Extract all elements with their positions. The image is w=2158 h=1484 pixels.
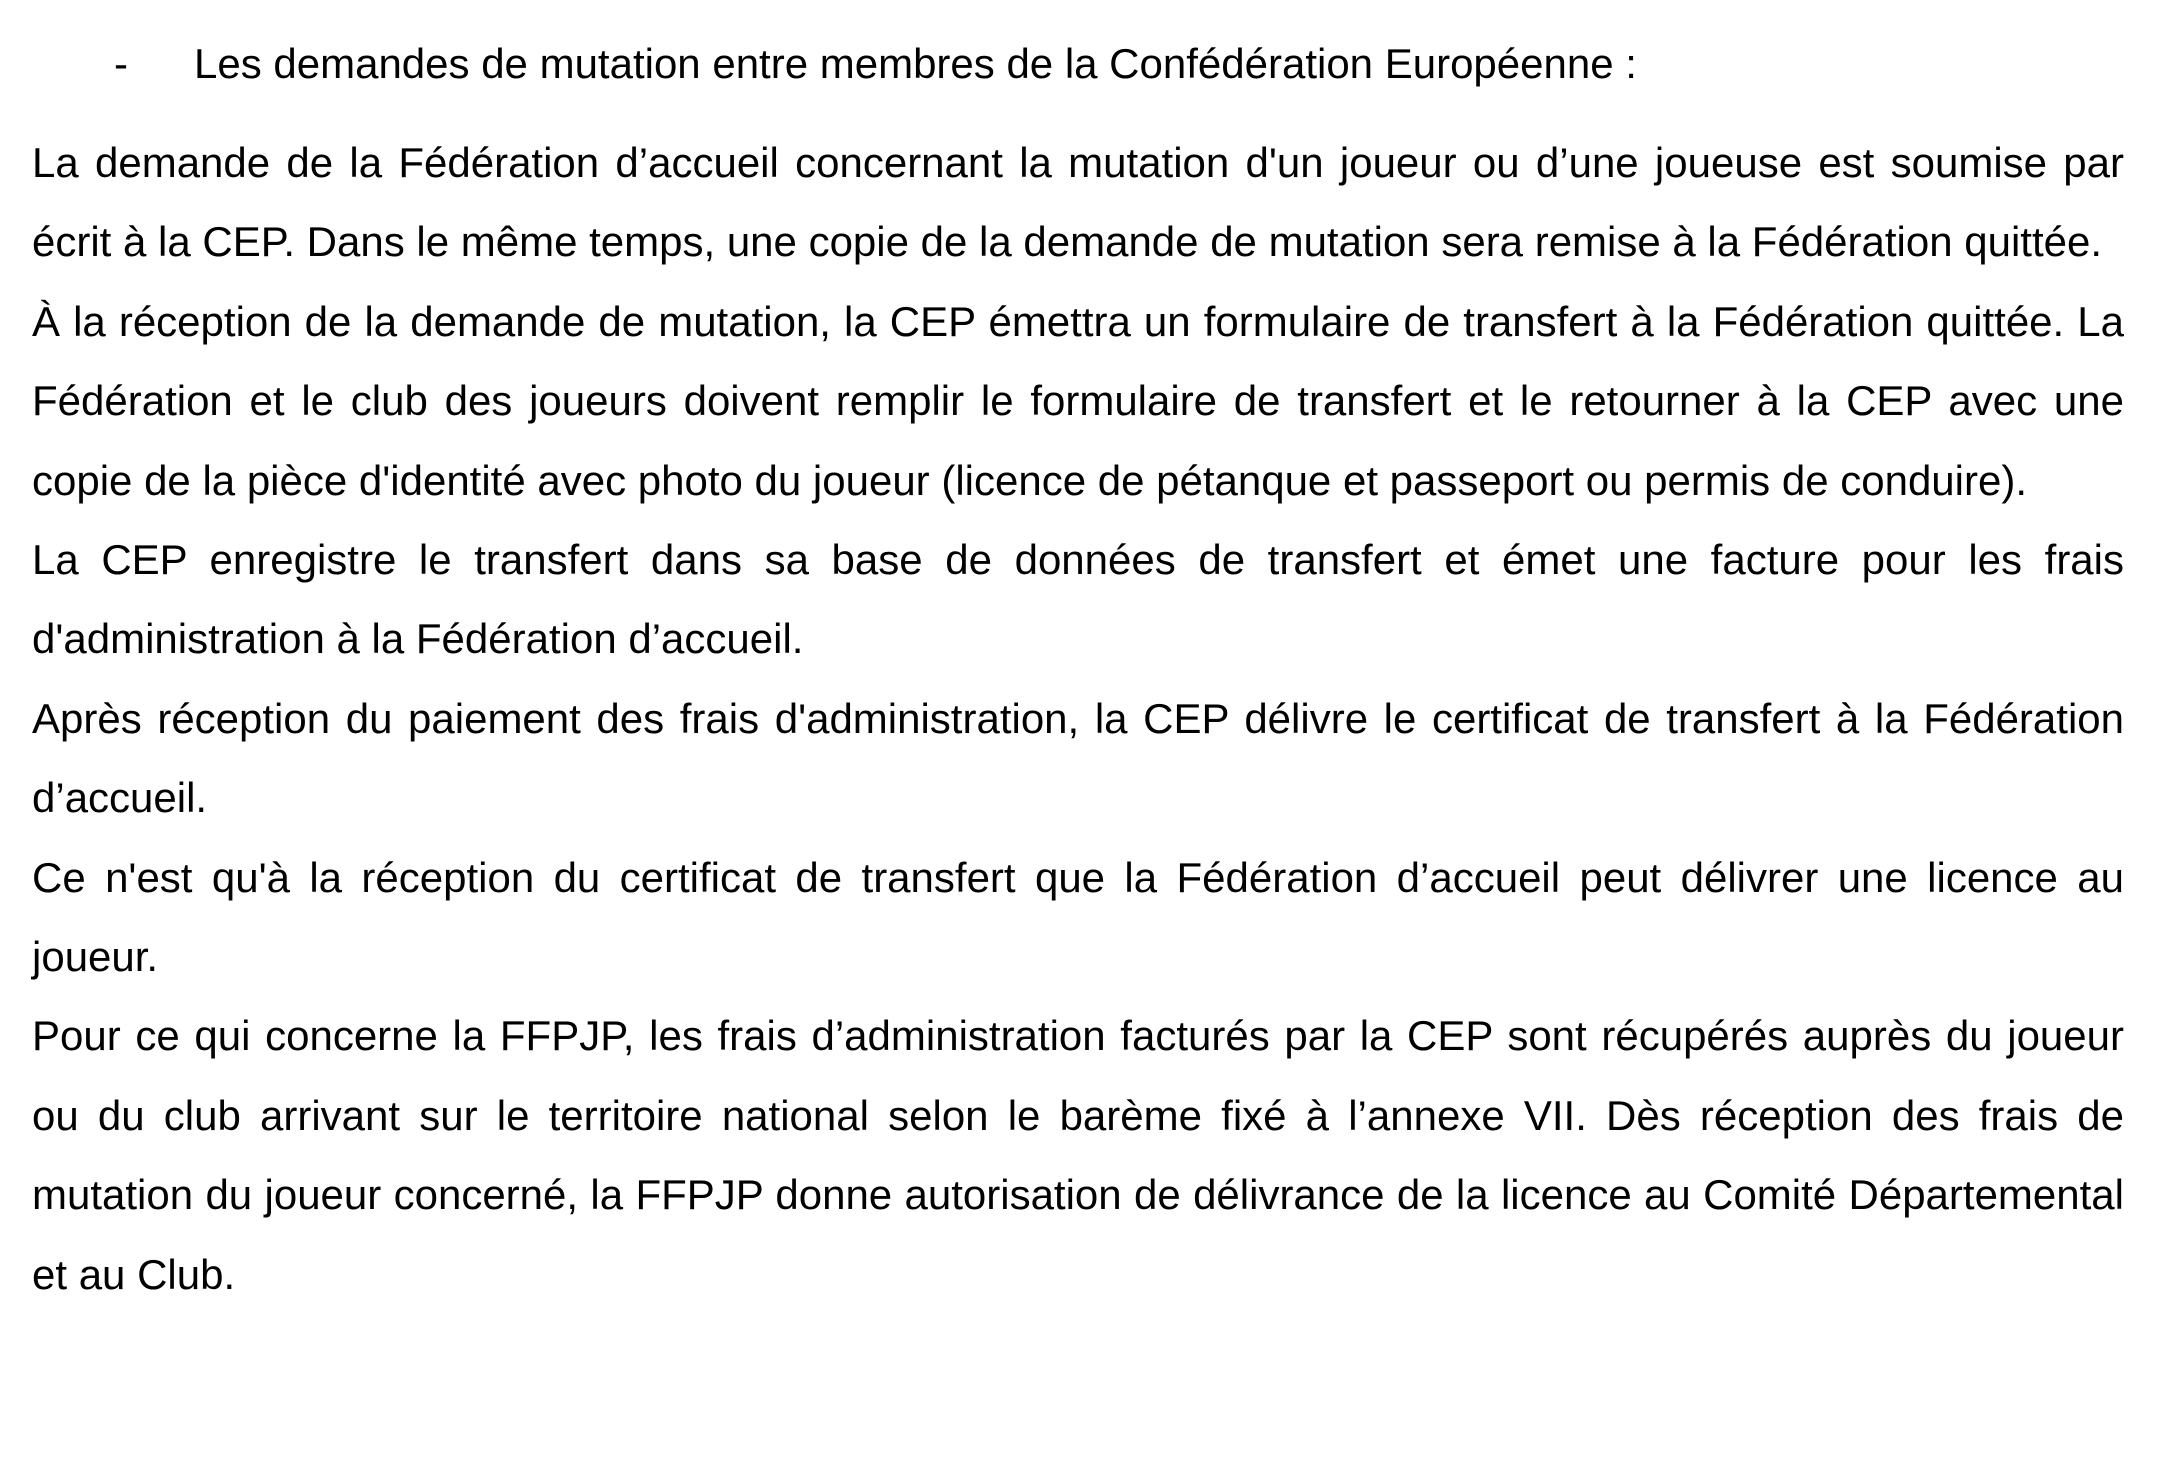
paragraph-ffpjp: Pour ce qui concerne la FFPJP, les frais d’administration facturés par la CEP sont récupérés auprès du joueur ou du club arrivant sur le territoire national selon le barème fixé à l’annexe VII. Dès réception des frais de mutation du joueur concerné, la FFPJP donne autorisation de délivrance de la licence au Comité Départemental et au Club. bbox=[32, 1012, 2124, 1298]
paragraph-demande: La demande de la Fédération d’accueil concernant la mutation d'un joueur ou d’une joueuse est soumise par écrit à la CEP. Dans le même temps, une copie de la demande de mutation sera remise à la Fédération quittée. bbox=[32, 139, 2124, 266]
paragraph-reception: À la réception de la demande de mutation, la CEP émettra un formulaire de transfert à la Fédération quittée. La Fédération et le club des joueurs doivent remplir le formulaire de transfert et le retourner à la CEP avec une copie de la pièce d'identité avec photo du joueur (licence de pétanque et passeport ou permis de conduire). bbox=[32, 297, 2124, 504]
bullet-item bbox=[32, 28, 2124, 100]
paragraph-enregistrement: La CEP enregistre le transfert dans sa base de données de transfert et émet une facture pour les frais d'administration à la Fédération d’accueil. bbox=[32, 536, 2124, 663]
bullet-dash: - bbox=[114, 40, 128, 87]
paragraph-paiement: Après réception du paiement des frais d'administration, la CEP délivre le certificat de transfert à la Fédération d’accueil. bbox=[32, 694, 2124, 822]
bullet-heading: Les demandes de mutation entre membres de la Confédération Européenne : bbox=[194, 40, 1637, 87]
document-page bbox=[32, 28, 2124, 1314]
paragraph-certificat: Ce n'est qu'à la réception du certificat de transfert que la Fédération d’accueil peut délivrer une licence au joueur. bbox=[32, 853, 2124, 981]
document-body bbox=[32, 123, 2124, 1314]
